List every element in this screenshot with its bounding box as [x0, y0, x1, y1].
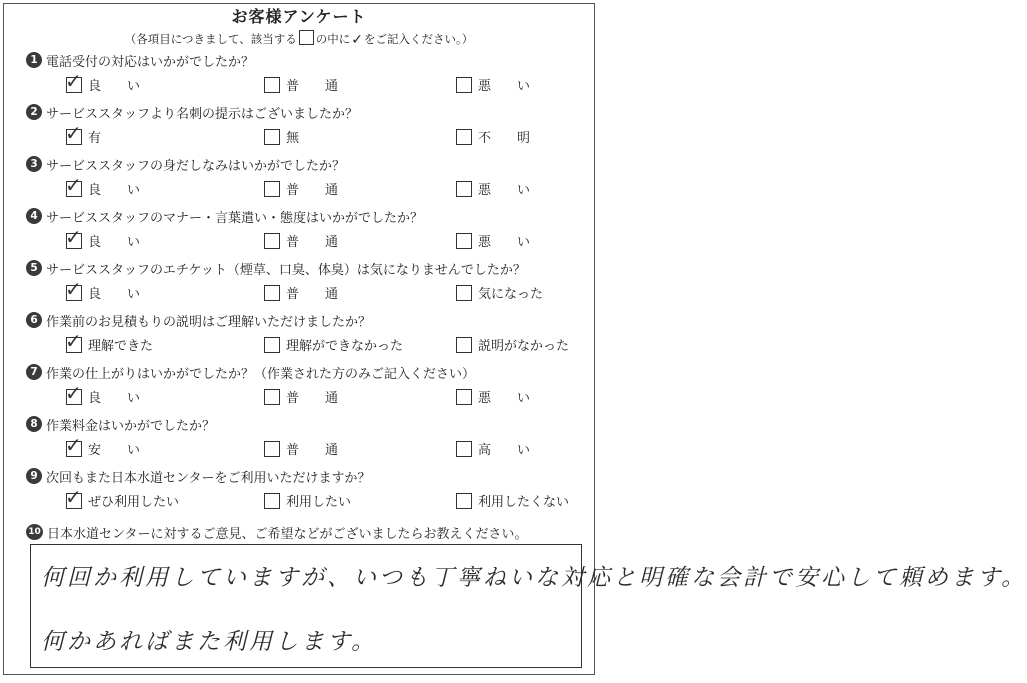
option-label: 良い: [88, 391, 167, 406]
question-number: 3: [26, 156, 42, 172]
form-title: お客様アンケート: [231, 7, 367, 26]
question-number: 6: [26, 312, 42, 328]
option-label: 無: [286, 131, 326, 146]
option-3[interactable]: [456, 283, 543, 302]
question-text: 日本水道センターに対するご意見、ご希望などがございましたらお教えください。: [47, 526, 528, 542]
question-text: サービススタッフのマナー・言葉遣い・態度はいかがでしたか？: [46, 210, 424, 226]
checkbox[interactable]: [264, 493, 280, 509]
check-mark-icon: ✓: [65, 484, 82, 509]
option-2[interactable]: [264, 387, 364, 406]
question-text: サービススタッフの身だしなみはいかがでしたか？: [46, 158, 346, 174]
question-text: サービススタッフのエチケット（煙草、口臭、体臭）は気になりませんでしたか？: [46, 262, 526, 278]
question-3: [26, 154, 586, 207]
option-label: 普通: [286, 391, 365, 406]
option-2[interactable]: [264, 179, 364, 198]
option-label: 普通: [286, 235, 365, 250]
option-label: ぜひ利用したい: [88, 495, 180, 510]
question-number: 2: [26, 104, 42, 120]
option-1[interactable]: [65, 172, 167, 198]
option-1[interactable]: [65, 68, 167, 94]
option-label: 理解ができなかった: [286, 339, 404, 354]
question-text: 電話受付の対応はいかがでしたか？: [46, 54, 255, 70]
question-text: 作業前のお見積もりの説明はご理解いただけましたか？: [46, 314, 372, 330]
instruction-text-after: をご記入ください。）: [364, 32, 474, 46]
handwritten-line-1: 何回か利用していますが、いつも丁寧ねいな対応と明確な会計で安心して頼めます。: [41, 565, 1027, 591]
checkbox[interactable]: [264, 441, 280, 457]
checkbox[interactable]: [65, 484, 82, 509]
option-1[interactable]: [65, 380, 167, 406]
option-label: 有: [88, 131, 128, 146]
checkbox[interactable]: [65, 224, 82, 249]
option-2[interactable]: [264, 283, 364, 302]
checkbox[interactable]: [456, 285, 472, 301]
option-1[interactable]: [65, 328, 154, 354]
comment-box[interactable]: [30, 544, 1027, 668]
checkbox[interactable]: [456, 337, 472, 353]
option-label: 悪い: [478, 235, 557, 250]
checkbox[interactable]: [264, 181, 280, 197]
checkbox[interactable]: [65, 68, 82, 93]
question-5: [26, 258, 586, 311]
option-2[interactable]: [264, 335, 403, 354]
option-label: 利用したくない: [478, 495, 570, 510]
option-label: 理解できた: [88, 339, 154, 354]
checkbox[interactable]: [264, 129, 280, 145]
option-label: 良い: [88, 235, 167, 250]
check-mark-icon: ✓: [65, 120, 82, 145]
checkbox[interactable]: [456, 389, 472, 405]
checkbox[interactable]: [264, 77, 280, 93]
checkbox[interactable]: [456, 441, 472, 457]
check-mark-icon: ✓: [65, 380, 82, 405]
option-1[interactable]: [65, 276, 167, 302]
question-number: 10: [26, 524, 43, 540]
question-number: 4: [26, 208, 42, 224]
checkbox[interactable]: [65, 432, 82, 457]
option-label: 普通: [286, 443, 365, 458]
checkbox[interactable]: [264, 337, 280, 353]
option-2[interactable]: [264, 231, 364, 250]
checkbox[interactable]: [65, 120, 82, 145]
checkbox[interactable]: [65, 172, 82, 197]
option-label: 良い: [88, 183, 167, 198]
option-2[interactable]: [264, 491, 351, 510]
question-text: 次回もまた日本水道センターをご利用いただけますか？: [46, 470, 371, 486]
option-label: 良い: [88, 287, 167, 302]
instruction-text-before: （各項目につきまして、該当する: [124, 32, 297, 46]
instruction-text-middle: の中に: [315, 32, 351, 46]
question-1: [26, 50, 586, 103]
question-number: 5: [26, 260, 42, 276]
option-3[interactable]: [456, 439, 556, 458]
question-number: 1: [26, 52, 42, 68]
checkbox[interactable]: [264, 285, 280, 301]
checkbox[interactable]: [456, 129, 472, 145]
instruction-check-icon: ✓: [351, 32, 364, 48]
checkbox[interactable]: [65, 380, 82, 405]
checkbox[interactable]: [264, 389, 280, 405]
option-3[interactable]: [456, 127, 556, 146]
question-number: 9: [26, 468, 42, 484]
checkbox[interactable]: [65, 276, 82, 301]
checkbox[interactable]: [456, 77, 472, 93]
option-3[interactable]: [456, 231, 556, 250]
question-7: [26, 362, 586, 415]
question-number: 7: [26, 364, 42, 380]
option-label: 悪い: [478, 183, 557, 198]
option-label: 説明がなかった: [478, 339, 570, 354]
form-instruction: [4, 30, 594, 48]
check-mark-icon: ✓: [65, 172, 82, 197]
question-text: 作業の仕上がりはいかがでしたか？（作業された方のみご記入ください）: [46, 366, 476, 382]
option-2[interactable]: [264, 127, 325, 146]
question-4: [26, 206, 586, 259]
check-mark-icon: ✓: [65, 328, 82, 353]
option-label: 悪い: [478, 79, 557, 94]
option-label: 気になった: [478, 287, 544, 302]
option-3[interactable]: [456, 75, 556, 94]
question-6: [26, 310, 586, 363]
option-label: 不明: [478, 131, 557, 146]
option-label: 利用したい: [286, 495, 352, 510]
check-mark-icon: ✓: [65, 276, 82, 301]
check-mark-icon: ✓: [65, 68, 82, 93]
checkbox[interactable]: [456, 493, 472, 509]
handwritten-line-2: 何かあればまた利用します。: [41, 629, 378, 655]
survey-form: [3, 3, 1027, 675]
question-text: 作業料金はいかがでしたか？: [46, 418, 216, 434]
question-text: サービススタッフより名刺の提示はございましたか？: [46, 106, 359, 122]
option-3[interactable]: [456, 335, 569, 354]
checkbox[interactable]: [264, 233, 280, 249]
instruction-box-icon: [299, 30, 314, 45]
option-2[interactable]: [264, 75, 364, 94]
question-9: [26, 466, 586, 519]
option-label: 安い: [88, 443, 167, 458]
option-3[interactable]: [456, 387, 556, 406]
option-1[interactable]: [65, 224, 167, 250]
option-1[interactable]: [65, 120, 128, 146]
question-number: 8: [26, 416, 42, 432]
check-mark-icon: ✓: [65, 224, 82, 249]
option-label: 普通: [286, 183, 365, 198]
checkbox[interactable]: [456, 181, 472, 197]
check-mark-icon: ✓: [65, 432, 82, 457]
checkbox[interactable]: [456, 233, 472, 249]
option-1[interactable]: [65, 432, 167, 458]
option-3[interactable]: [456, 179, 556, 198]
option-label: 悪い: [478, 391, 557, 406]
option-label: 普通: [286, 79, 365, 94]
option-label: 高い: [478, 443, 557, 458]
option-2[interactable]: [264, 439, 364, 458]
option-label: 良い: [88, 79, 167, 94]
question-8: [26, 414, 586, 467]
option-label: 普通: [286, 287, 365, 302]
question-2: [26, 102, 586, 155]
option-1[interactable]: [65, 484, 180, 510]
checkbox[interactable]: [65, 328, 82, 353]
option-3[interactable]: [456, 491, 569, 510]
